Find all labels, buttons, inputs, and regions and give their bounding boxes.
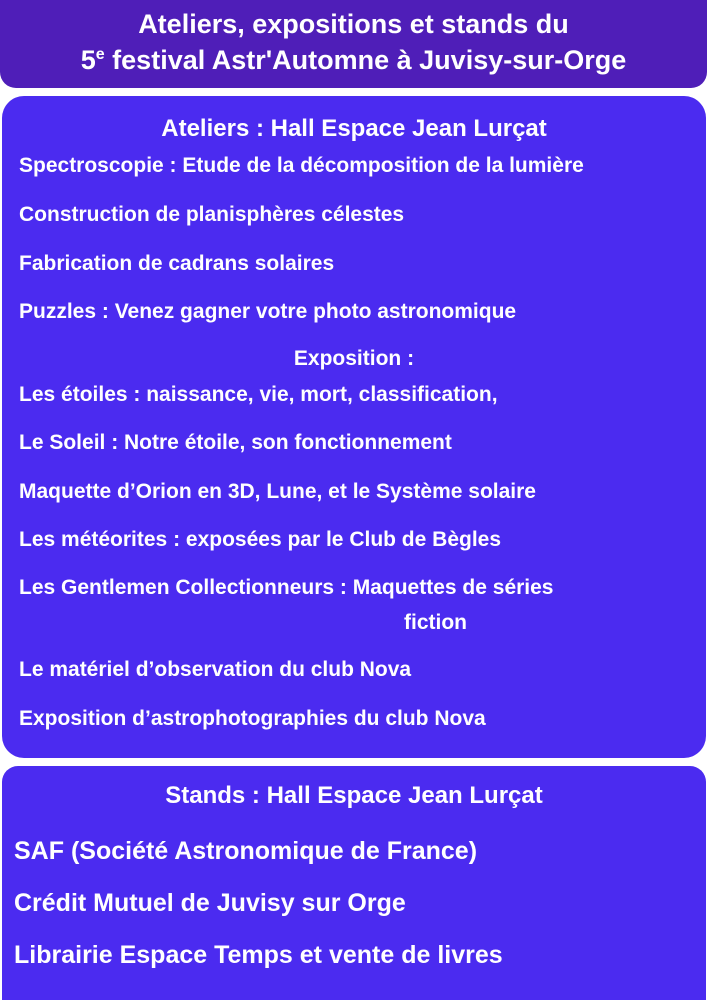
atelier-item: Puzzles : Venez gagner votre photo astronomique [19,300,517,323]
stands-heading: Stands : Hall Espace Jean Lurçat [165,782,543,809]
exposition-item-continuation: fiction [404,611,467,634]
exposition-item: Maquette d’Orion en 3D, Lune, et le Système solaire [19,480,536,503]
exposition-item: Le matériel d’observation du club Nova [19,658,412,681]
exposition-item: Le Soleil : Notre étoile, son fonctionnement [19,431,452,454]
atelier-item: Spectroscopie : Etude de la décomposition de la lumière [19,154,584,177]
atelier-item: Construction de planisphères célestes [19,203,405,226]
title-edition-superscript: e [95,46,105,63]
exposition-item: Exposition d’astrophotographies du club Nova [19,707,486,730]
title-line-2 [0,42,707,78]
title-banner [0,0,707,88]
stand-item: Crédit Mutuel de Juvisy sur Orge [14,889,406,917]
stand-item: Librairie Espace Temps et vente de livres [14,941,503,969]
exposition-item: Les météorites : exposées par le Club de Bègles [19,528,502,551]
title-line-1: Ateliers, expositions et stands du [138,9,569,39]
ateliers-exposition-panel [2,96,706,758]
exposition-item: Les Gentlemen Collectionneurs : Maquettes de séries [19,576,554,599]
title-line-2-text: festival Astr'Automne à Juvisy-sur-Orge [104,45,627,75]
exposition-item: Les étoiles : naissance, vie, mort, classification, [19,383,498,406]
title-edition-number: 5 [80,45,96,75]
stands-panel [2,766,706,1000]
exposition-heading: Exposition : [293,347,415,370]
stand-item: SAF (Société Astronomique de France) [14,837,478,865]
atelier-item: Fabrication de cadrans solaires [19,252,335,275]
ateliers-heading: Ateliers : Hall Espace Jean Lurçat [161,115,547,142]
